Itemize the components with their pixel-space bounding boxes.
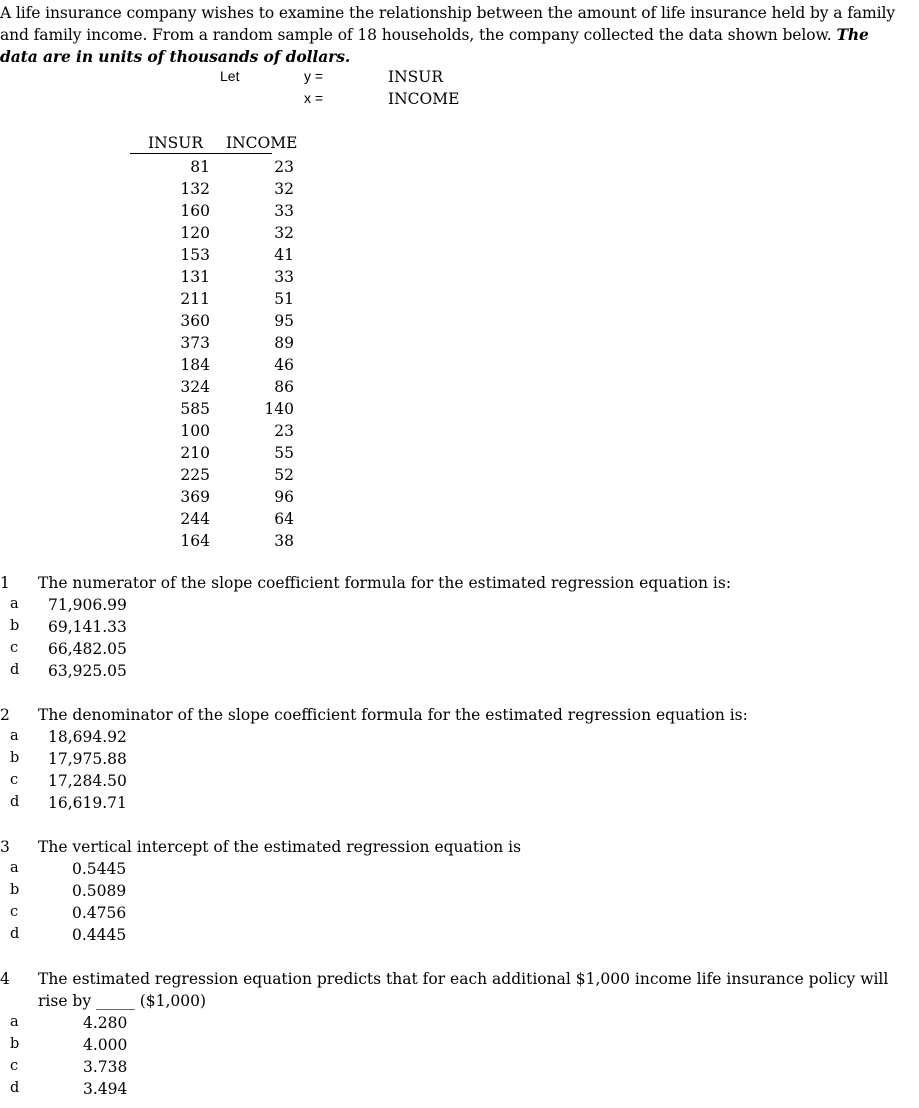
q2-option-value: 17,975.88 (48, 750, 127, 768)
question-4-text-line-2: rise by _____ ($1,000) (38, 992, 207, 1010)
q2-option-letter: a (10, 728, 19, 744)
insur-cell: 244 (180, 510, 210, 528)
insur-cell: 81 (190, 158, 210, 176)
insur-cell: 360 (180, 312, 210, 330)
income-cell: 32 (274, 224, 294, 242)
q3-option-value: 0.4445 (72, 926, 127, 944)
q3-option-letter: b (10, 882, 20, 898)
insur-cell: 184 (180, 356, 210, 374)
income-cell: 38 (274, 532, 294, 550)
q2-option-letter: d (10, 794, 20, 810)
income-cell: 23 (274, 422, 294, 440)
insur-cell: 585 (180, 400, 210, 418)
let-label: Let (220, 68, 240, 84)
q3-option-letter: a (10, 860, 19, 876)
insur-cell: 210 (180, 444, 210, 462)
q1-option-letter: d (10, 662, 20, 678)
q4-option-letter: b (10, 1036, 20, 1052)
q4-option-value: 3.494 (83, 1080, 128, 1098)
insur-cell: 369 (180, 488, 210, 506)
q2-option-value: 16,619.71 (48, 794, 127, 812)
insur-cell: 120 (180, 224, 210, 242)
q4-option-value: 4.000 (83, 1036, 128, 1054)
intro-line-2-text: and family income. From a random sample of 18 households, the company collected the data shown below. (0, 26, 837, 44)
income-cell: 55 (274, 444, 294, 462)
insur-column (150, 156, 210, 552)
question-4-number: 4 (0, 970, 10, 988)
intro-line-1: A life insurance company wishes to examine the relationship between the amount of life insurance held by a family (0, 4, 896, 22)
intro-line-2 (0, 24, 900, 46)
insur-cell: 153 (180, 246, 210, 264)
income-cell: 32 (274, 180, 294, 198)
income-cell: 51 (274, 290, 294, 308)
q1-option-letter: c (10, 640, 19, 656)
q3-option-letter: d (10, 926, 20, 942)
header-income: INCOME (226, 134, 298, 152)
question-3-number: 3 (0, 838, 10, 856)
income-cell: 33 (274, 202, 294, 220)
q1-option-value: 63,925.05 (48, 662, 127, 680)
q2-option-letter: c (10, 772, 19, 788)
q1-option-value: 69,141.33 (48, 618, 127, 636)
intro-line-3 (0, 46, 900, 68)
question-2-number: 2 (0, 706, 10, 724)
header-insur: INSUR (148, 134, 204, 152)
insur-cell: 211 (180, 290, 210, 308)
header-underline (130, 153, 272, 154)
income-cell: 86 (274, 378, 294, 396)
income-cell: 23 (274, 158, 294, 176)
q1-option-value: 66,482.05 (48, 640, 127, 658)
question-2-text: The denominator of the slope coefficient formula for the estimated regression equation is: (38, 706, 748, 724)
intro-line-3-emphasis: data are in units of thousands of dollars (0, 47, 345, 66)
q4-option-value: 3.738 (83, 1058, 128, 1076)
q1-option-value: 71,906.99 (48, 596, 127, 614)
insur-cell: 160 (180, 202, 210, 220)
q1-option-letter: a (10, 596, 19, 612)
x-value: INCOME (388, 90, 460, 108)
q3-option-letter: c (10, 904, 19, 920)
q4-option-letter: d (10, 1080, 20, 1096)
q3-option-value: 0.4756 (72, 904, 127, 922)
q2-option-letter: b (10, 750, 20, 766)
income-cell: 33 (274, 268, 294, 286)
q1-option-letter: b (10, 618, 20, 634)
insur-cell: 324 (180, 378, 210, 396)
q2-option-value: 17,284.50 (48, 772, 127, 790)
insur-cell: 225 (180, 466, 210, 484)
insur-cell: 131 (180, 268, 210, 286)
income-cell: 89 (274, 334, 294, 352)
insur-cell: 164 (180, 532, 210, 550)
insur-cell: 132 (180, 180, 210, 198)
income-cell: 64 (274, 510, 294, 528)
income-cell: 41 (274, 246, 294, 264)
x-label: x = (304, 90, 324, 106)
y-label: y = (304, 68, 324, 84)
intro-line-2-emphasis: The (836, 25, 869, 44)
insur-cell: 373 (180, 334, 210, 352)
income-cell: 52 (274, 466, 294, 484)
insur-cell: 100 (180, 422, 210, 440)
q2-option-value: 18,694.92 (48, 728, 127, 746)
intro-paragraph (0, 2, 900, 68)
income-cell: 95 (274, 312, 294, 330)
question-3-text: The vertical intercept of the estimated regression equation is (38, 838, 522, 856)
income-column (236, 156, 294, 552)
income-cell: 140 (264, 400, 294, 418)
q3-option-value: 0.5445 (72, 860, 127, 878)
question-1-text: The numerator of the slope coefficient formula for the estimated regression equation is: (38, 574, 732, 592)
intro-line-3-period: . (344, 47, 351, 66)
question-1-number: 1 (0, 574, 10, 592)
q4-option-letter: a (10, 1014, 19, 1030)
q3-option-value: 0.5089 (72, 882, 127, 900)
q4-option-letter: c (10, 1058, 19, 1074)
income-cell: 46 (274, 356, 294, 374)
income-cell: 96 (274, 488, 294, 506)
y-value: INSUR (388, 68, 444, 86)
q4-option-value: 4.280 (83, 1014, 128, 1032)
question-4-text: The estimated regression equation predicts that for each additional $1,000 income life insurance policy will (38, 970, 889, 988)
